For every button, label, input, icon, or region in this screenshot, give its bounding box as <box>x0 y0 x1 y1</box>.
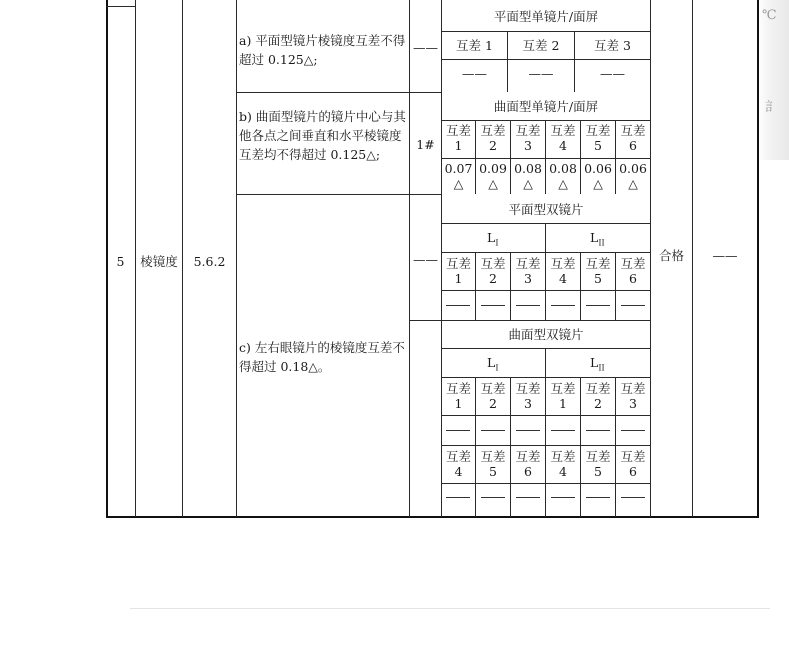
header-number: 1 <box>454 138 463 153</box>
requirement-b: b) 曲面型镜片的镜片中心与其他各点之间垂直和水平棱镜度互差均不得超过 0.125△; <box>239 109 406 162</box>
frame-bottom <box>106 516 759 518</box>
header-word: 互差 <box>585 123 611 138</box>
curved-single-value-6 <box>616 161 650 191</box>
curved-double-title: 曲面型双镜片 <box>508 327 584 342</box>
header-word: 互差 <box>550 381 576 396</box>
curved-single-value-1 <box>442 161 475 191</box>
empty-value-dash <box>481 305 505 306</box>
header-number: 2 <box>489 396 497 411</box>
group-letter: L <box>590 230 599 245</box>
flat-single-header-3: 互差 3 <box>594 38 631 53</box>
flat-double-header-5 <box>581 256 615 286</box>
header-number: 6 <box>629 138 637 153</box>
value-number: 0.06 <box>619 161 647 176</box>
remark: —— <box>712 248 738 263</box>
empty-value-dash <box>586 305 610 306</box>
curved-single-header-4 <box>546 123 580 153</box>
flat-single-header-2: 互差 2 <box>522 38 560 53</box>
flat-double-title: 平面型双镜片 <box>508 202 584 217</box>
prism-diopter-symbol: △ <box>558 176 568 191</box>
header-word: 互差 <box>585 256 611 271</box>
header-word: 互差 <box>620 381 646 396</box>
header-word: 互差 <box>620 256 646 271</box>
curved-single-header-2 <box>476 123 510 153</box>
frame-top-stub <box>106 6 135 7</box>
header-word: 互差 <box>620 449 646 464</box>
clause-no: 5.6.2 <box>193 254 226 269</box>
header-number: 3 <box>524 396 532 411</box>
header-word: 互差 <box>515 381 541 396</box>
header-word: 互差 <box>515 449 541 464</box>
curved-double-header-top-4 <box>546 381 580 411</box>
result: 合格 <box>658 248 684 263</box>
flat-single-header-1: 互差 1 <box>456 38 493 53</box>
group-letter: L <box>487 355 496 370</box>
header-word: 互差 <box>550 449 576 464</box>
req-sep-ab <box>236 92 441 93</box>
grid-line <box>441 31 650 32</box>
group-subscript: II <box>598 238 605 248</box>
header-number: 5 <box>594 271 602 286</box>
header-word: 互差 <box>515 256 541 271</box>
header-number: 4 <box>559 464 567 479</box>
header-word: 互差 <box>550 256 576 271</box>
flat-double-header-6 <box>616 256 650 286</box>
scan-edge-shadow <box>758 0 789 160</box>
curved-single-header-3 <box>511 123 545 153</box>
empty-value-dash <box>446 430 470 431</box>
curved-double-header-top-6 <box>616 381 650 411</box>
header-word: 互差 <box>445 381 471 396</box>
sample-a: —— <box>413 40 438 55</box>
empty-value-dash <box>481 497 505 498</box>
curved-double-header-bottom-6 <box>616 449 650 479</box>
curved-single-title: 曲面型单镜片/面屏 <box>493 99 599 114</box>
row-no: 5 <box>116 254 125 269</box>
header-number: 5 <box>489 464 497 479</box>
value-number: 0.07 <box>444 161 473 176</box>
scan-mark-1: ℃ <box>762 8 777 23</box>
requirement-c: c) 左右眼镜片的棱镜度互差不得超过 0.18△。 <box>239 340 405 374</box>
header-number: 3 <box>524 138 532 153</box>
header-word: 互差 <box>585 381 611 396</box>
faint-scan-line <box>130 608 770 609</box>
header-word: 互差 <box>445 256 471 271</box>
empty-value-dash <box>586 430 610 431</box>
empty-value-dash <box>446 497 470 498</box>
header-word: 互差 <box>480 123 506 138</box>
prism-diopter-symbol: △ <box>593 176 603 191</box>
prism-diopter-symbol: △ <box>628 176 638 191</box>
empty-value-dash <box>516 497 540 498</box>
curved-single-value-5 <box>581 161 615 191</box>
header-word: 互差 <box>620 123 646 138</box>
header-number: 5 <box>594 464 602 479</box>
prism-diopter-symbol: △ <box>453 176 464 191</box>
header-number: 6 <box>629 464 637 479</box>
group-letter: L <box>590 355 599 370</box>
flat-double-header-2 <box>476 256 510 286</box>
header-word: 互差 <box>515 123 541 138</box>
sample-sep-c <box>409 320 441 321</box>
curved-double-header-top-5 <box>581 381 615 411</box>
header-word: 互差 <box>550 123 576 138</box>
grid-line <box>441 320 650 321</box>
header-number: 1 <box>454 396 463 411</box>
empty-value-dash <box>551 305 575 306</box>
group-letter: L <box>487 230 496 245</box>
prism-diopter-symbol: △ <box>488 176 498 191</box>
test-item: 棱镜度 <box>140 254 178 269</box>
header-word: 互差 <box>480 449 506 464</box>
frame-right <box>757 0 759 518</box>
header-word: 互差 <box>585 449 611 464</box>
req-sep-bc <box>236 194 441 195</box>
empty-value-dash <box>586 497 610 498</box>
empty-value-dash <box>621 497 645 498</box>
scan-mark-2: 訁 <box>765 100 779 115</box>
curved-single-value-4 <box>546 161 580 191</box>
group-subscript: I <box>495 363 499 373</box>
header-number: 4 <box>559 271 567 286</box>
group-subscript: II <box>598 363 605 373</box>
header-number: 4 <box>559 138 567 153</box>
flat-double-header-3 <box>511 256 545 286</box>
header-word: 互差 <box>480 256 506 271</box>
header-word: 互差 <box>445 449 471 464</box>
curved-double-group-right <box>590 355 605 377</box>
flat-double-header-4 <box>546 256 580 286</box>
empty-value-dash <box>516 305 540 306</box>
curved-double-header-top-1 <box>442 381 475 411</box>
value-number: 0.09 <box>479 161 507 176</box>
empty-value-dash <box>481 430 505 431</box>
header-number: 2 <box>594 396 602 411</box>
header-number: 4 <box>454 464 463 479</box>
flat-single-value-1: —— <box>462 66 487 81</box>
flat-single-value-2: —— <box>528 66 554 81</box>
header-number: 3 <box>629 396 637 411</box>
prism-diopter-symbol: △ <box>523 176 533 191</box>
col-line-3 <box>236 0 237 517</box>
header-number: 2 <box>489 271 497 286</box>
header-number: 5 <box>594 138 602 153</box>
flat-single-value-3: —— <box>600 66 625 81</box>
curved-double-header-bottom-2 <box>476 449 510 479</box>
empty-value-dash <box>516 430 540 431</box>
header-number: 1 <box>559 396 567 411</box>
curved-single-value-3 <box>511 161 545 191</box>
requirement-a: a) 平面型镜片棱镜度互差不得超过 0.125△; <box>239 33 406 67</box>
header-number: 2 <box>489 138 497 153</box>
curved-double-group-left <box>487 355 498 377</box>
empty-value-dash <box>621 430 645 431</box>
flat-double-group-left <box>487 230 498 252</box>
sample-c: —— <box>413 252 438 267</box>
header-word: 互差 <box>445 123 471 138</box>
sample-b: 1# <box>416 137 435 152</box>
flat-single-title: 平面型单镜片/面屏 <box>493 9 599 24</box>
flat-double-group-right <box>590 230 605 252</box>
header-number: 6 <box>524 464 532 479</box>
curved-double-header-bottom-4 <box>546 449 580 479</box>
group-subscript: I <box>495 238 499 248</box>
flat-double-header-1 <box>442 256 475 286</box>
empty-value-dash <box>551 430 575 431</box>
curved-double-header-top-3 <box>511 381 545 411</box>
curved-double-header-top-2 <box>476 381 510 411</box>
grid-line <box>545 348 546 517</box>
curved-double-header-bottom-1 <box>442 449 475 479</box>
value-number: 0.06 <box>584 161 612 176</box>
empty-value-dash <box>621 305 645 306</box>
curved-double-header-bottom-5 <box>581 449 615 479</box>
curved-single-header-6 <box>616 123 650 153</box>
grid-line <box>441 59 650 60</box>
curved-single-value-2 <box>476 161 510 191</box>
empty-value-dash <box>551 497 575 498</box>
header-number: 6 <box>629 271 637 286</box>
curved-double-header-bottom-3 <box>511 449 545 479</box>
value-number: 0.08 <box>549 161 577 176</box>
header-number: 1 <box>454 271 463 286</box>
header-word: 互差 <box>480 381 506 396</box>
value-number: 0.08 <box>514 161 542 176</box>
header-number: 3 <box>524 271 532 286</box>
curved-single-header-1 <box>442 123 475 153</box>
empty-value-dash <box>446 305 470 306</box>
curved-single-header-5 <box>581 123 615 153</box>
